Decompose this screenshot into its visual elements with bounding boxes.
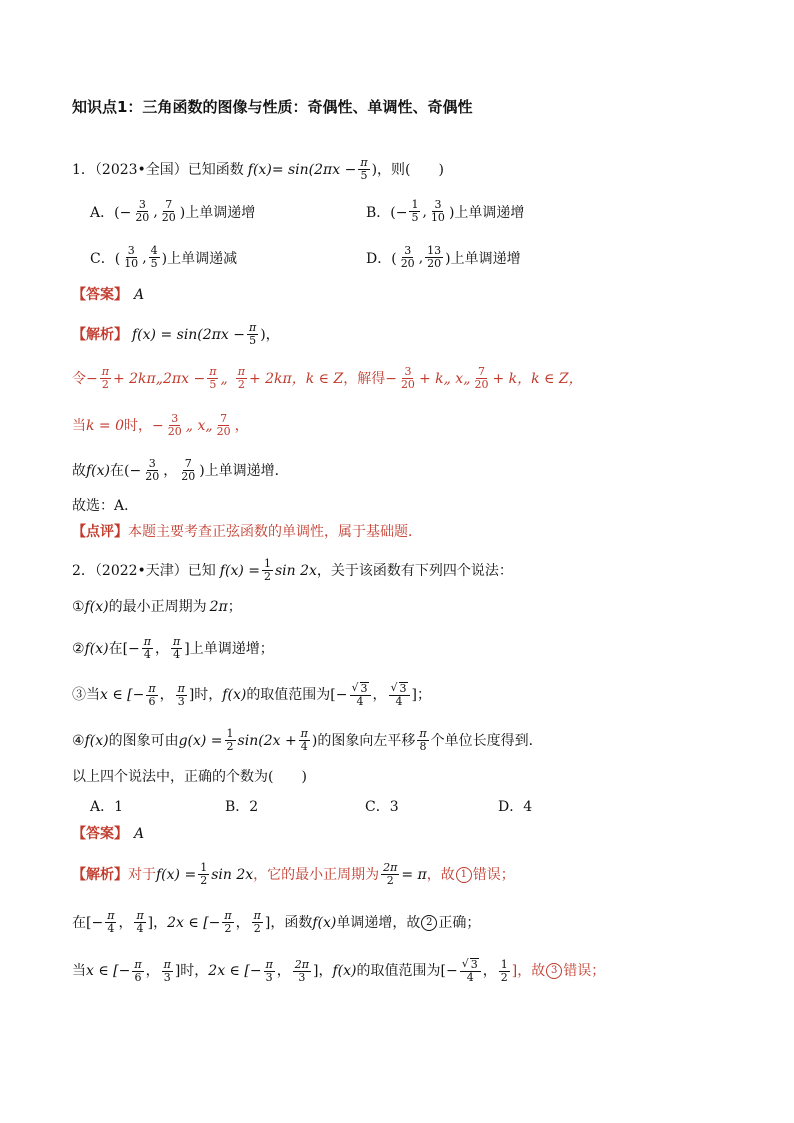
q1-analysis-1: 【解析】 f(x) = sin(2πx − $\frac{\pi}{5}$ )， xyxy=(72,321,280,347)
comment-text: 本题主要考查正弦函数的单调性，属于基础题． xyxy=(128,524,422,540)
q2-question: 以上四个说法中，正确的个数为( ) xyxy=(72,769,307,785)
q1-option-b: B．(− $\frac{1}{5}$ , $\frac{3}{10}$ )上单调递增 xyxy=(366,198,525,224)
q2-statement-1: ① f(x) 的最小正周期为 2π ； xyxy=(72,599,242,615)
q1-stem-suffix: ，则( ) xyxy=(377,161,444,178)
q2-statement-3: ③当 x ∈ [− $\frac{\pi}{6}$ ， $\frac{\pi}{3}$ ]时， f(x) 的取值范围为[− √ 3 4 ， √ 3 4 ]； xyxy=(72,681,432,708)
q2-analysis-3: 当 x ∈ [− $\frac{\pi}{6}$ ， $\frac{\pi}{3}$ ]时， 2x ∈ [− $\frac{\pi}{3}$ ， $\frac{2\pi}{3}$ ]， f(x) 的取值范围为[− √ 3 4 ， $\frac{1}{2}$ ]，故 3 错误； xyxy=(72,957,606,984)
answer-value: A xyxy=(134,287,145,303)
q2-stem: 2．（2022•天津）已知 f(x) = $\frac{1}{2}$ sin 2x ，关于该函数有下列四个说法： xyxy=(72,557,513,583)
q1-option-a: A．(− $\frac{3}{20}$ , $\frac{7}{20}$ )上单调递增 xyxy=(90,198,256,224)
q1-fx: f(x) xyxy=(247,161,272,178)
section-title: 知识点1：三角函数的图像与性质：奇偶性、单调性、奇偶性 xyxy=(72,98,473,116)
q1-stem-prefix: 1．（2023•全国）已知函数 xyxy=(72,161,244,178)
q2-analysis-2: 在[− $\frac{\pi}{4}$ ， $\frac{\pi}{4}$ ]， 2x ∈ [− $\frac{\pi}{2}$ ， $\frac{\pi}{2}$ ]，函数 f(x) 单调递增，故 2 正确； xyxy=(72,909,481,935)
q1-analysis-5: 故选：A． xyxy=(72,498,139,514)
q2-option-b: B．2 xyxy=(225,799,259,815)
answer-label: 【答案】 xyxy=(72,287,128,303)
q1-close: ) xyxy=(371,161,378,178)
circled-number-2: 2 xyxy=(421,915,437,931)
q2-statement-2: ② f(x) 在[− $\frac{\pi}{4}$ ， $\frac{\pi}{4}$ ]上单调递增； xyxy=(72,635,274,661)
q1-comment xyxy=(72,522,734,542)
q1-analysis-4: 故 f(x) 在(− $\frac{3}{20}$ ， $\frac{7}{20}$ )上单调递增． xyxy=(72,457,289,483)
q1-frac-pi5: $\frac{\pi}{5}$ xyxy=(360,156,368,182)
circled-number-3: 3 xyxy=(546,963,562,979)
q1-eq: = sin(2πx − xyxy=(271,161,357,178)
q1-analysis-2: 令 − $\frac{\pi}{2}$ + 2kπ „ 2πx − $\frac{\pi}{5}$ „ $\frac{\pi}{2}$ + 2kπ ，k ∈ Z ，解得 − $\frac{3}{20}$ + k„ x„ $\frac{7}{20}$ + k ，k ∈ Z， xyxy=(72,365,583,391)
analysis-label: 【解析】 xyxy=(72,326,128,343)
circled-number-1: 1 xyxy=(456,867,472,883)
q2-option-c: C．3 xyxy=(365,799,399,815)
q2-option-a: A．1 xyxy=(90,799,124,815)
q1-stem xyxy=(72,157,734,182)
q1-option-c: C．( $\frac{3}{10}$ , $\frac{4}{5}$ )上单调递减 xyxy=(90,244,238,270)
comment-label: 【点评】 xyxy=(72,524,128,540)
q2-option-d: D．4 xyxy=(498,799,533,815)
q1-analysis-3: 当 k = 0 时， − $\frac{3}{20}$ „ x„ $\frac{7}{20}$ ， xyxy=(72,412,249,438)
q2-analysis-1: 【解析】 对于 f(x) = $\frac{1}{2}$ sin 2x ，它的最小正周期为 $\frac{2\pi}{2}$ = π ，故 1 错误； xyxy=(72,861,515,887)
q2-statement-4: ④ f(x) 的图象可由 g(x) = $\frac{1}{2}$ sin(2x + $\frac{\pi}{4}$ ) 的图象向左平移 $\frac{\pi}{8}$ 个单位长度得到． xyxy=(72,727,543,753)
q1-option-d: D．( $\frac{3}{20}$ , $\frac{13}{20}$ )上单调递增 xyxy=(366,244,521,270)
q1-answer xyxy=(72,285,734,305)
q2-answer: 【答案】 A xyxy=(72,826,145,842)
